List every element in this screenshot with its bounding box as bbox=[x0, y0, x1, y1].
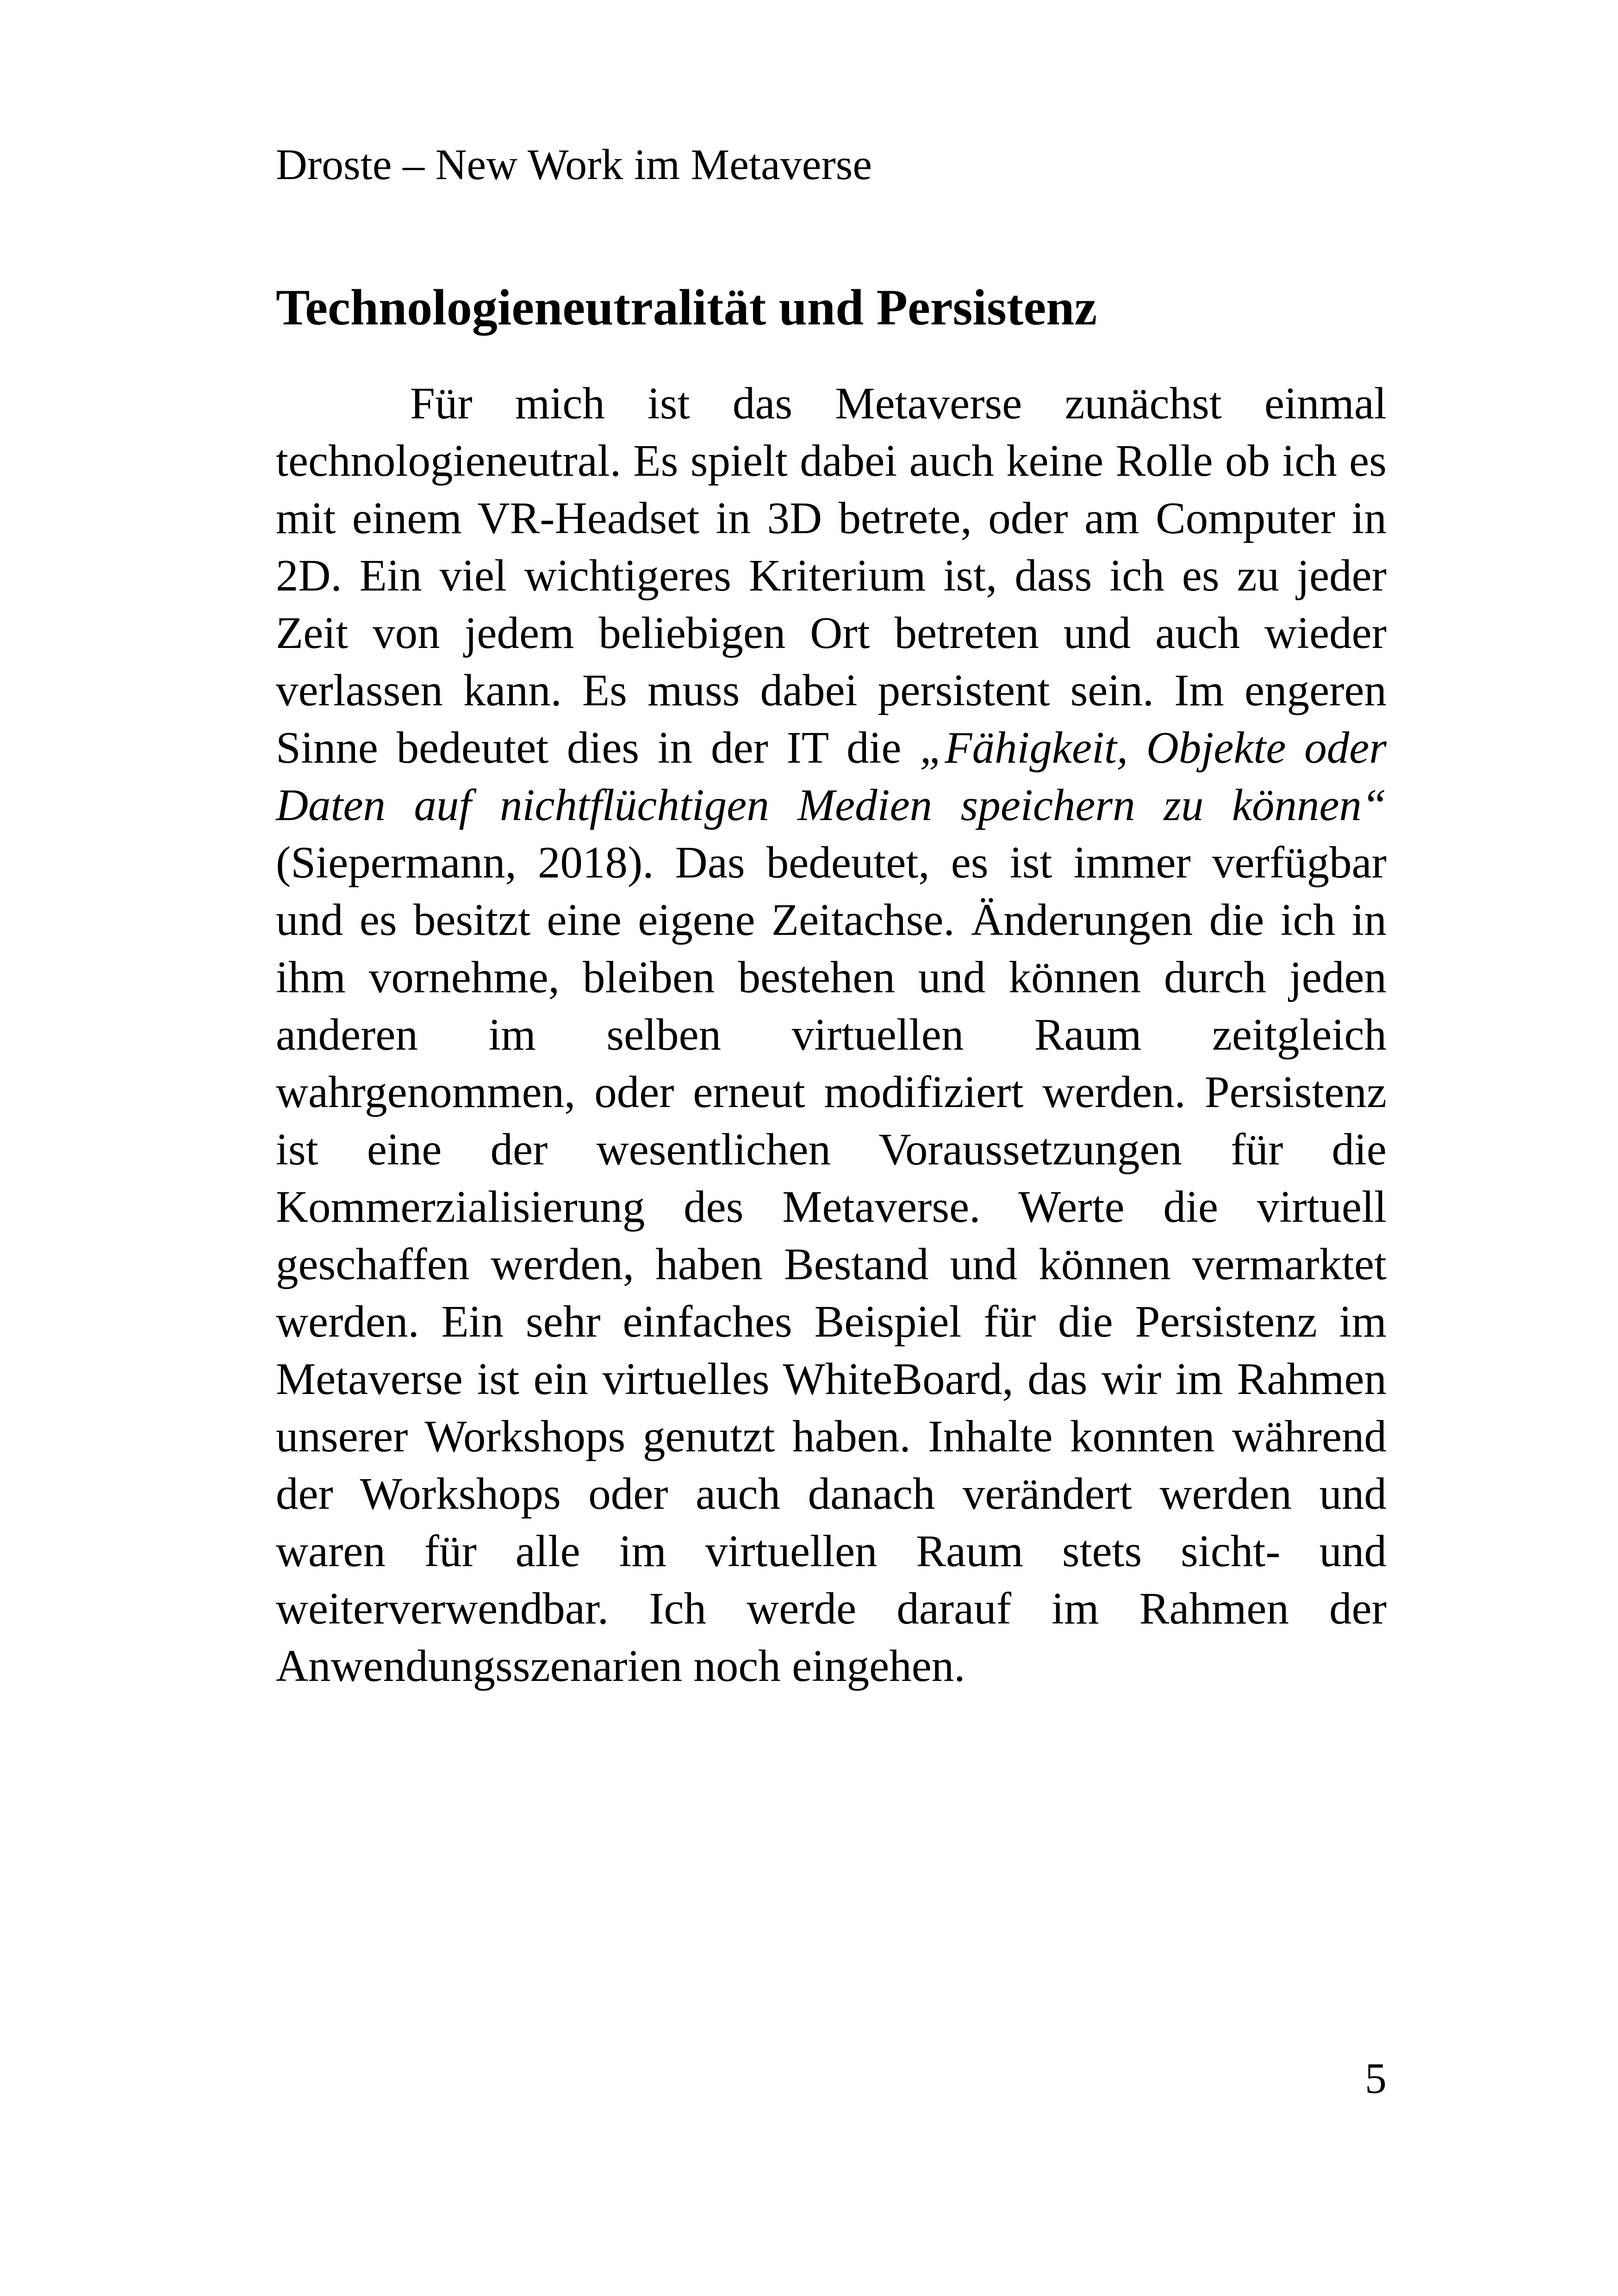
paragraph-text-part1: Für mich ist das Metaverse zunächst einmal technologieneutral. Es spielt dabei auch keine Rolle ob ich es mit einem VR-Headset in 3D betrete, oder am Computer in 2D. Ein viel wichtigeres Kriterium ist, dass ich es zu jeder Zeit von jedem beliebigen Ort betreten und auch wieder verlassen kann. Es muss dabei persistent sein. Im engeren Sinne bedeutet dies in der IT die bbox=[276, 379, 1387, 772]
paragraph-quote: „Fähigkeit, Objekte oder Daten auf nichtflüchtigen Medien speichern zu können“ bbox=[276, 723, 1387, 830]
paragraph-text-part2: (Siepermann, 2018). Das bedeutet, es ist immer verfügbar und es besitzt eine eigene Zeitachse. Änderungen die ich in ihm vornehme, bleiben bestehen und können durch jeden anderen im selben virtuellen Raum zeitgleich wahrgenommen, oder erneut modifiziert werden. Persistenz ist eine der wesentlichen Voraussetzungen für die Kommerzialisierung des Metaverse. Werte die virtuell geschaffen werden, haben Bestand und können vermarktet werden. Ein sehr einfaches Beispiel für die Persistenz im Metaverse ist ein virtuelles WhiteBoard, das wir im Rahmen unserer Workshops genutzt haben. Inhalte konnten während der Workshops oder auch danach verändert werden und waren für alle im virtuellen Raum stets sicht- und weiterverwendbar. Ich werde darauf im Rahmen der Anwendungsszenarien noch eingehen. bbox=[276, 838, 1387, 1691]
section-title: Technologieneutralität und Persistenz bbox=[276, 279, 1097, 336]
body-paragraph bbox=[276, 375, 1387, 1695]
page-number: 5 bbox=[1365, 2054, 1387, 2103]
running-header: Droste – New Work im Metaverse bbox=[276, 141, 872, 189]
